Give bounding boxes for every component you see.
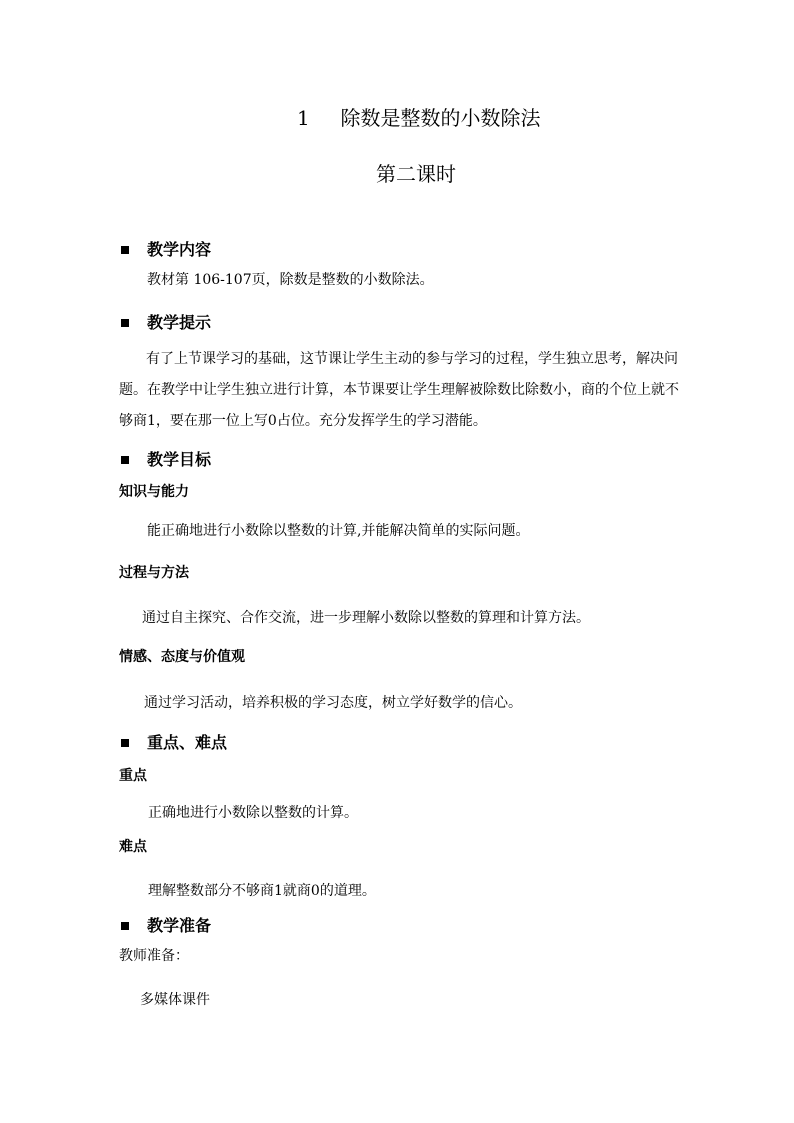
knowledge-heading: 知识与能力 xyxy=(119,484,189,500)
title-number: 1 xyxy=(297,106,310,130)
section-heading-content xyxy=(121,242,211,258)
difficulty-text: 理解整数部分不够商1就商0的道理。 xyxy=(148,883,376,899)
square-bullet-icon xyxy=(121,456,129,464)
emotion-heading: 情感、态度与价值观 xyxy=(119,649,245,665)
document-title xyxy=(297,108,540,128)
section-heading-preparation xyxy=(121,918,211,934)
focus-text: 正确地进行小数除以整数的计算。 xyxy=(148,805,358,821)
section-heading-key-points xyxy=(121,735,227,751)
section-heading-hints xyxy=(121,315,211,331)
document-subtitle: 第二课时 xyxy=(376,162,456,186)
section-heading-label: 教学内容 xyxy=(147,240,212,259)
teacher-preparation-label: 教师准备： xyxy=(119,948,189,964)
title-text: 除数是整数的小数除法 xyxy=(340,106,541,130)
section-heading-label: 教学准备 xyxy=(147,916,212,935)
teacher-preparation-item: 多媒体课件 xyxy=(140,992,210,1008)
process-text: 通过自主探究、合作交流，进一步理解小数除以整数的算理和计算方法。 xyxy=(142,610,590,626)
square-bullet-icon xyxy=(121,922,129,930)
section-heading-goals xyxy=(121,452,211,468)
focus-heading: 重点 xyxy=(119,768,147,784)
section-heading-label: 教学提示 xyxy=(147,313,212,332)
square-bullet-icon xyxy=(121,246,129,254)
content-text: 教材第 106-107页，除数是整数的小数除法。 xyxy=(147,272,434,288)
process-heading: 过程与方法 xyxy=(119,565,189,581)
section-heading-label: 教学目标 xyxy=(147,450,212,469)
difficulty-heading: 难点 xyxy=(119,839,147,855)
square-bullet-icon xyxy=(121,739,129,747)
square-bullet-icon xyxy=(121,319,129,327)
section-heading-label: 重点、难点 xyxy=(147,733,228,752)
hints-line-2: 题。在教学中让学生独立进行计算，本节课要让学生理解被除数比除数小，商的个位上就不 xyxy=(119,382,679,398)
knowledge-text: 能正确地进行小数除以整数的计算,并能解决简单的实际问题。 xyxy=(147,523,530,539)
hints-line-3: 够商1，要在那一位上写0占位。充分发挥学生的学习潜能。 xyxy=(119,413,487,429)
hints-line-1: 有了上节课学习的基础，这节课让学生主动的参与学习的过程，学生独立思考，解决问 xyxy=(146,351,678,367)
emotion-text: 通过学习活动，培养积极的学习态度，树立学好数学的信心。 xyxy=(144,695,522,711)
